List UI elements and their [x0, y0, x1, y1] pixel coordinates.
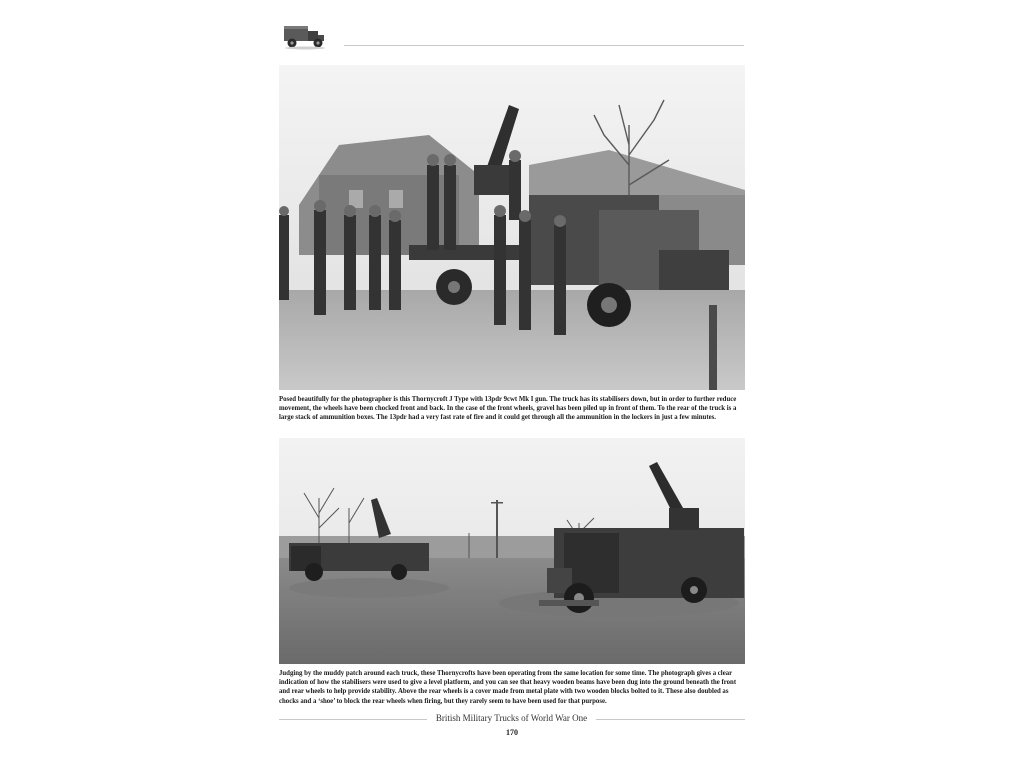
caption-top-photo: Posed beautifully for the photographer is this Thornycroft J Type with 13pdr 9cwt Mk I gun. The truck has its stabilisers down, but in order to further reduce movement, the wheels have been chocked front and back. In the case of the front wheels, gravel has been piled up in front of them. To the rear of the truck is a large stack of ammunition boxes. The 13pdr had a very fast rate of fire and it could get through all the ammunition in the lockers in just a few minutes.	[279, 396, 737, 422]
caption-bottom-photo: Judging by the muddy patch around each truck, these Thornycrofts have been operating from the same location for some time. The photograph gives a clear indication of how the stabilisers were used to give a level platform, and you can see that heavy wooden beams have been dug into the ground beneath the front and rear wheels to help provide stability. Above the rear wheels is a cover made from metal plate with two wooden blocks bolted to it. These also doubled as chocks and a ‘shoe’ to block the rear wheels when firing, but they rarely seem to have been used for that purpose.	[279, 670, 737, 705]
page-number: 170	[506, 728, 518, 737]
photo-two-thornycrofts-in-field	[279, 438, 745, 664]
running-title: British Military Trucks of World War One	[435, 713, 588, 723]
vintage-truck-icon	[282, 22, 328, 52]
footer-rule-right	[596, 719, 745, 720]
header-rule	[344, 45, 744, 46]
photo-thornycroft-with-crew	[279, 65, 745, 390]
footer-rule-left	[279, 719, 427, 720]
